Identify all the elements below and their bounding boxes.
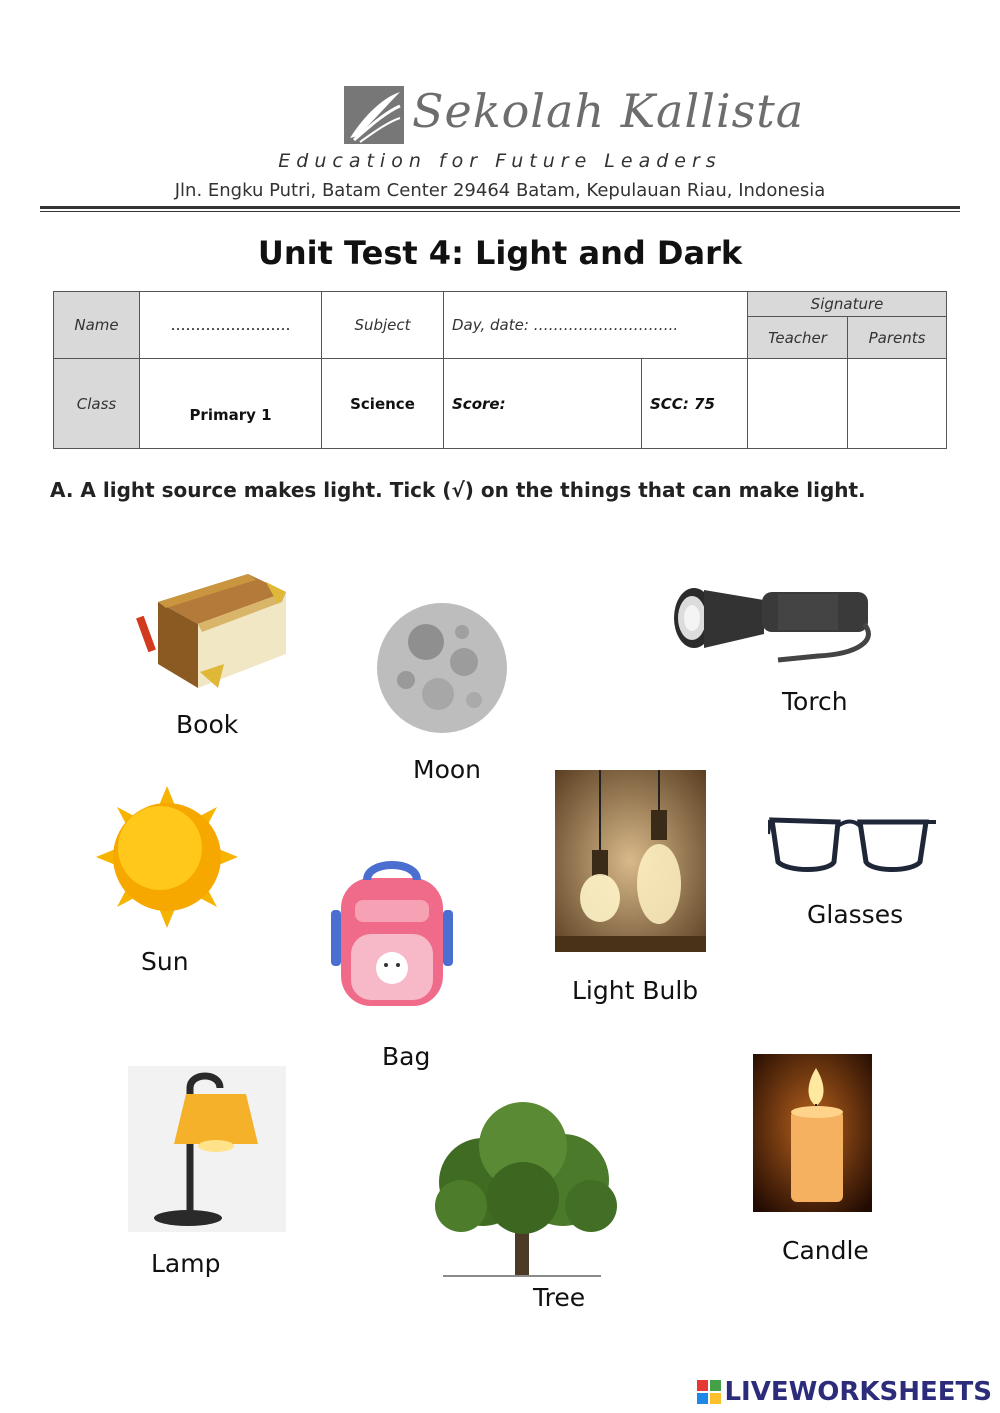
teacher-signature-box[interactable] <box>748 359 848 449</box>
item-label-tree: Tree <box>533 1283 586 1312</box>
torch-icon[interactable] <box>668 570 882 666</box>
liveworksheets-icon <box>697 1380 721 1404</box>
score-label: Score: <box>444 359 642 449</box>
school-logo <box>344 84 805 148</box>
school-name: Sekolah Kallista <box>412 84 805 138</box>
page-title: Unit Test 4: Light and Dark <box>257 234 743 272</box>
item-label-light-bulb: Light Bulb <box>572 976 699 1005</box>
feather-logo-icon <box>344 86 404 144</box>
light-bulb-icon[interactable] <box>555 770 706 952</box>
class-value: Primary 1 <box>140 359 322 449</box>
scc-value: SCC: 75 <box>642 359 748 449</box>
liveworksheets-logo <box>697 1377 992 1407</box>
parents-signature-box[interactable] <box>848 359 947 449</box>
signature-label: Signature <box>748 292 947 317</box>
header-divider <box>40 206 960 209</box>
subject-value: Science <box>322 359 444 449</box>
header-divider-thin <box>40 211 960 212</box>
teacher-label: Teacher <box>748 317 848 359</box>
glasses-icon[interactable] <box>768 812 938 876</box>
item-label-book: Book <box>176 710 239 739</box>
parents-label: Parents <box>848 317 947 359</box>
question-a: A. A light source makes light. Tick (√) on the things that can make light. <box>50 478 866 502</box>
day-date-field[interactable]: Day, date: ……………………….. <box>444 292 748 359</box>
item-label-lamp: Lamp <box>151 1249 221 1278</box>
moon-icon[interactable] <box>376 602 508 734</box>
name-field[interactable]: …………………… <box>140 292 322 359</box>
footer-brand: LIVEWORKSHEETS <box>724 1377 992 1407</box>
book-icon[interactable] <box>128 572 288 690</box>
item-label-glasses: Glasses <box>807 900 904 929</box>
item-label-sun: Sun <box>141 947 189 976</box>
name-label: Name <box>54 292 140 359</box>
bag-icon[interactable] <box>327 860 457 1010</box>
item-label-torch: Torch <box>782 687 848 716</box>
class-label: Class <box>54 359 140 449</box>
student-info-table <box>53 291 947 449</box>
item-label-bag: Bag <box>382 1042 431 1071</box>
tree-icon[interactable] <box>423 1102 621 1278</box>
subject-label: Subject <box>322 292 444 359</box>
lamp-icon[interactable] <box>128 1066 286 1232</box>
candle-icon[interactable] <box>753 1054 872 1212</box>
item-label-candle: Candle <box>782 1236 869 1265</box>
sun-icon[interactable] <box>96 786 238 928</box>
item-label-moon: Moon <box>413 755 482 784</box>
school-address: Jln. Engku Putri, Batam Center 29464 Batam, Kepulauan Riau, Indonesia <box>174 180 826 201</box>
tagline: Education for Future Leaders <box>278 150 722 172</box>
